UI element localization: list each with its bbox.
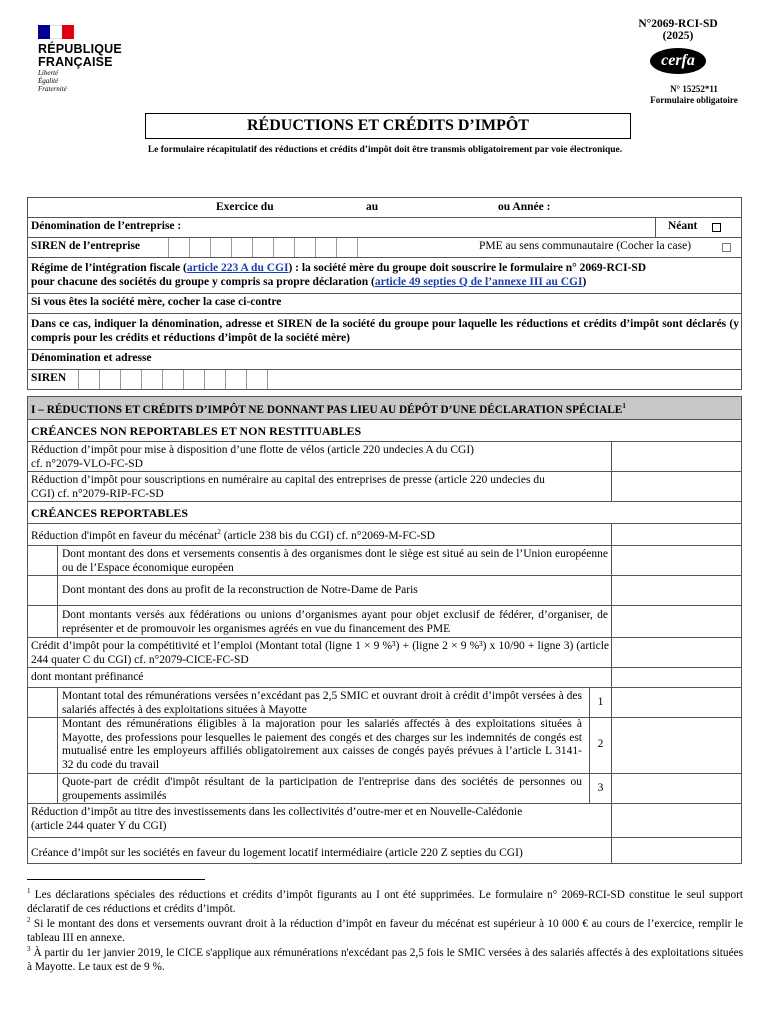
creances-r-heading: CRÉANCES REPORTABLES (31, 506, 189, 520)
form-reference (618, 18, 738, 78)
majoration-amount-cell[interactable] (611, 718, 741, 773)
regime-part1: Régime de l’intégration fiscale ( (31, 262, 187, 274)
denom-adresse-label[interactable]: Dénomination et adresse (31, 352, 152, 364)
section-1-title: I – RÉDUCTIONS ET CRÉDITS D’IMPÔT NE DONNANT PAS LIEU AU DÉPÔT D’UNE DÉCLARATION SPÉCIALE$^1$ (31, 402, 626, 416)
pme-label: PME au sens communautaire (Cocher la case) (479, 240, 692, 252)
notre-dame-amount-cell[interactable] (611, 576, 741, 605)
republique-label: RÉPUBLIQUE (38, 42, 122, 56)
creances-nr-row (27, 420, 742, 442)
form-year: (2025) (662, 30, 694, 42)
presse-amount-cell[interactable] (611, 472, 741, 501)
article-223a-link[interactable]: article 223 A du CGI (186, 262, 289, 274)
page-title: RÉDUCTIONS ET CRÉDITS D’IMPÔT (145, 113, 631, 139)
logement-amount-cell[interactable] (611, 838, 741, 863)
prefinance-row (27, 668, 742, 688)
footnote-2: $^2$ Si le montant des dons et versements ouvrant droit à la réduction d’impôt en faveur du mécénat est supérieur à 10 000 € au cours de l’exercice, remplir le tableau III en annexe. (27, 916, 743, 944)
dons-ue-row (27, 546, 742, 576)
dons-ue-label: Dont montant des dons et versements consentis à des organismes dont le siège est situé au sein de l’Union européenne ou de l’Espace économique européen (62, 548, 608, 574)
cerfa-number-block (630, 84, 758, 106)
neant-label: Néant (668, 220, 698, 232)
page-subtitle: Le formulaire récapitulatif des réductions et crédits d’impôt doit être transmis obligatoirement par voie électronique. (147, 145, 623, 155)
exercise-label: Exercice du (216, 201, 274, 213)
cice-amount-cell[interactable] (611, 638, 741, 667)
presse-row (27, 472, 742, 502)
exercise-au-label: au (366, 201, 379, 213)
denom-adresse-row (27, 350, 742, 370)
siren-group-input-cells[interactable] (78, 370, 288, 389)
regime-part3: pour chacune des sociétés du groupe y compris sa propre déclaration ( (31, 276, 375, 288)
republique-francaise-logo (38, 25, 148, 93)
siren-group-row (27, 370, 742, 390)
logement-row (27, 838, 742, 864)
smic-row (27, 688, 742, 718)
line-number-3: 3 (589, 774, 611, 803)
regime-part4: ) (582, 276, 587, 288)
dans-ce-cas-row (27, 314, 742, 350)
marianne-flag-icon (38, 25, 74, 39)
regime-part2: ) : la société mère du groupe doit souscrire le formulaire n° 2069-RCI-SD (288, 262, 647, 274)
federer-row (27, 606, 742, 638)
denomination-row (27, 218, 742, 238)
outremer-row (27, 804, 742, 838)
majoration-row (27, 718, 742, 774)
cice-row (27, 638, 742, 668)
cerfa-number: N° 15252*11 (670, 84, 718, 94)
mere-row (27, 294, 742, 314)
velos-amount-cell[interactable] (611, 442, 741, 471)
velos-row (27, 442, 742, 472)
article-49-link[interactable]: article 49 septies Q de l’annexe III au CGI (374, 276, 583, 288)
cerfa-logo: cerfa (650, 48, 706, 74)
quote-part-amount-cell[interactable] (611, 774, 741, 803)
quote-part-row (27, 774, 742, 804)
quote-part-label: Quote-part de crédit d'impôt résultant de la participation de l'entreprise dans des sociétés de personnes ou groupements assimilés (62, 776, 582, 802)
notre-dame-label: Dont montant des dons au profit de la reconstruction de Notre-Dame de Paris (62, 584, 418, 596)
logement-label: Créance d’impôt sur les sociétés en faveur du logement locatif intermédiaire (article 220 Z septies du CGI) (31, 847, 523, 859)
outremer-label: Réduction d’impôt au titre des investissements dans les collectivités d’outre-mer et en Nouvelle-Calédonie (article 244 quater Y du CGI) (31, 806, 523, 832)
cice-label: Crédit d’impôt pour la compétitivité et l’emploi (Montant total (ligne 1 × 9 %³) + (ligne 2 × 9 %³) x 10/90 + ligne 3) (article 244 quater C du CGI) cf. n°2079-CICE-FC-SD (31, 640, 609, 666)
mecenat-row (27, 524, 742, 546)
mere-label: Si vous êtes la société mère, cocher la case ci-contre (31, 296, 282, 308)
notre-dame-row (27, 576, 742, 606)
regime-row (27, 258, 742, 294)
footnote-1: $^1$ Les déclarations spéciales des réductions et crédits d’impôt figurants au I ont été supprimées. Le formulaire n° 2069-RCI-SD constitue le seul support déclaratif de ces réductions et crédits d’impôt. (27, 887, 743, 915)
motto-fraternite: Fraternité (38, 85, 67, 93)
prefinance-label: dont montant préfinancé (31, 671, 144, 683)
francaise-label: FRANÇAISE (38, 55, 113, 69)
siren-input-cells[interactable] (168, 238, 378, 257)
velos-label: Réduction d’impôt pour mise à disposition d’une flotte de vélos (article 220 undecies A du CGI) cf. n°2079-VLO-FC-SD (31, 444, 474, 470)
smic-label: Montant total des rémunérations versées n’excédant pas 2,5 SMIC et ouvrant droit à crédit d’impôt versées à des salariés affectés à des exploitations situées à Mayotte (62, 690, 582, 716)
pme-checkbox[interactable] (722, 243, 731, 252)
mecenat-label: Réduction d'impôt en faveur du mécénat$^2$ (article 238 bis du CGI) cf. n°2069-M-FC-SD (31, 528, 435, 542)
federer-amount-cell[interactable] (611, 606, 741, 637)
federer-label: Dont montants versés aux fédérations ou unions d’organismes ayant pour objet exclusif de fédérer, d’organiser, de représenter et de promouvoir les organismes agréés en vue du financement des PME (62, 609, 608, 635)
mecenat-amount-cell[interactable] (611, 524, 741, 545)
form-number: N°2069-RCI-SD (638, 18, 718, 30)
creances-nr-heading: CRÉANCES NON REPORTABLES ET NON RESTITUABLES (31, 424, 362, 438)
regime-text (31, 261, 739, 289)
outremer-amount-cell[interactable] (611, 804, 741, 837)
dans-ce-cas-text: Dans ce cas, indiquer la dénomination, adresse et SIREN de la société du groupe pour laquelle les réductions et crédits d’impôt sont déclarés (y compris pour les crédits et réductions d’impôt de la société mère) (31, 318, 739, 344)
dons-ue-amount-cell[interactable] (611, 546, 741, 575)
smic-amount-cell[interactable] (611, 688, 741, 717)
siren-row (27, 238, 742, 258)
denomination-label: Dénomination de l’entreprise : (31, 220, 182, 232)
siren-group-label: SIREN (31, 372, 67, 384)
line-number-2: 2 (589, 718, 611, 773)
siren-label: SIREN de l’entreprise (31, 240, 141, 252)
motto-liberte: Liberté (38, 69, 59, 77)
motto-egalite: Égalité (38, 77, 59, 85)
neant-checkbox[interactable] (712, 223, 721, 232)
presse-label: Réduction d’impôt pour souscriptions en numéraire au capital des entreprises de presse (article 220 undecies du CGI) cf. n°2079-RIP-FC-SD (31, 474, 545, 500)
exercise-row (27, 197, 742, 218)
section-1-header (27, 396, 742, 420)
line-number-1: 1 (589, 688, 611, 717)
footnote-separator (27, 879, 205, 880)
majoration-label: Montant des rémunérations éligibles à la majoration pour les salariés affectés à des exploitations situées à Mayotte, des professions pour lesquelles le paiement des congés et des charges sur les indemnités de congés est mutualisé entre les employeurs affiliés obligatoirement aux caisses de congés payés prévues à l’article L 3141-32 du code du travail (62, 718, 582, 771)
prefinance-amount-cell[interactable] (611, 668, 741, 687)
exercise-annee-label: ou Année : (498, 201, 551, 213)
creances-r-row (27, 502, 742, 524)
footnote-3: $^3$ À partir du 1er janvier 2019, le CICE s'applique aux rémunérations n'excédant pas 2,5 fois le SMIC versées à des salariés affectés à des exploitations situées à Mayotte. Le taux est de 9 %. (27, 945, 743, 973)
mandatory-label: Formulaire obligatoire (650, 95, 738, 105)
